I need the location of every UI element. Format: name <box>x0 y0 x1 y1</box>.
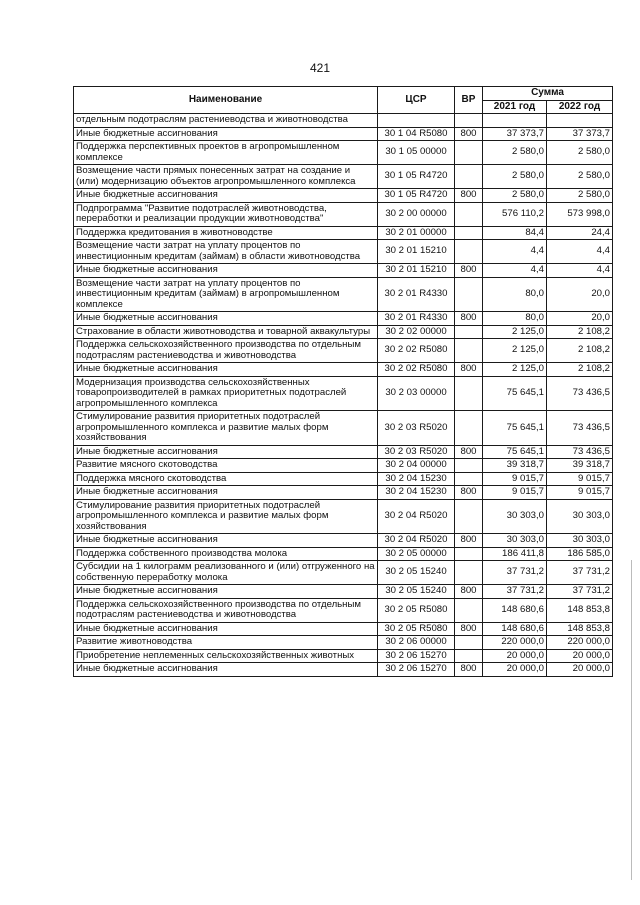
row-name: Модернизация производства сельскохозяйственных товаропроизводителей в рамках приоритетных подотраслей агропромышленного комплекса <box>74 376 378 411</box>
row-name: Субсидии на 1 килограмм реализованного и (или) отгруженного на собственную переработку молока <box>74 561 378 585</box>
row-csr: 30 2 04 R5020 <box>378 534 455 548</box>
row-csr: 30 1 04 R5080 <box>378 127 455 141</box>
row-name: Страхование в области животноводства и товарной аквакультуры <box>74 325 378 339</box>
row-name: Поддержка сельскохозяйственного производства по отдельным подотраслям растениеводства и животноводства <box>74 339 378 363</box>
row-vr: 800 <box>455 312 483 326</box>
row-2021: 20 000,0 <box>483 663 547 677</box>
table-row <box>74 189 613 203</box>
table-row <box>74 636 613 650</box>
row-2022 <box>547 114 613 128</box>
row-name: Возмещение части затрат на уплату процентов по инвестиционным кредитам (займам) в области животноводства <box>74 240 378 264</box>
row-name: Иные бюджетные ассигнования <box>74 189 378 203</box>
table-row <box>74 499 613 534</box>
row-2021: 37 731,2 <box>483 561 547 585</box>
row-csr: 30 2 02 R5080 <box>378 363 455 377</box>
header-2021: 2021 год <box>483 100 547 114</box>
row-vr <box>455 376 483 411</box>
row-2022: 573 998,0 <box>547 202 613 226</box>
row-name: Иные бюджетные ассигнования <box>74 264 378 278</box>
scan-edge-line <box>631 560 632 880</box>
row-2022: 220 000,0 <box>547 636 613 650</box>
row-2022: 186 585,0 <box>547 547 613 561</box>
budget-table <box>73 86 613 677</box>
table-row <box>74 585 613 599</box>
row-2022: 148 853,8 <box>547 622 613 636</box>
row-vr <box>455 499 483 534</box>
row-name: Развитие мясного скотоводства <box>74 459 378 473</box>
table-row <box>74 445 613 459</box>
row-2022: 9 015,7 <box>547 486 613 500</box>
row-name: Поддержка перспективных проектов в агропромышленном комплексе <box>74 141 378 165</box>
row-csr: 30 2 03 00000 <box>378 376 455 411</box>
table-row <box>74 547 613 561</box>
row-csr: 30 2 03 R5020 <box>378 411 455 446</box>
row-name: Иные бюджетные ассигнования <box>74 486 378 500</box>
row-2021: 2 125,0 <box>483 339 547 363</box>
row-csr: 30 1 05 R4720 <box>378 165 455 189</box>
row-csr: 30 2 01 R4330 <box>378 277 455 312</box>
row-2022: 2 580,0 <box>547 165 613 189</box>
row-2021: 148 680,6 <box>483 622 547 636</box>
row-2022: 2 108,2 <box>547 339 613 363</box>
row-2022: 2 108,2 <box>547 325 613 339</box>
row-vr <box>455 561 483 585</box>
row-name: Иные бюджетные ассигнования <box>74 127 378 141</box>
table-row <box>74 165 613 189</box>
row-name: Поддержка кредитования в животноводстве <box>74 226 378 240</box>
row-2021: 80,0 <box>483 277 547 312</box>
row-2021: 2 125,0 <box>483 325 547 339</box>
row-2021: 30 303,0 <box>483 499 547 534</box>
row-vr <box>455 649 483 663</box>
row-name: Подпрограмма "Развитие подотраслей животноводства, переработки и реализации продукции животноводства" <box>74 202 378 226</box>
row-2021: 220 000,0 <box>483 636 547 650</box>
row-vr <box>455 472 483 486</box>
table-row <box>74 226 613 240</box>
table-row <box>74 663 613 677</box>
row-2021: 576 110,2 <box>483 202 547 226</box>
row-2022: 73 436,5 <box>547 411 613 446</box>
row-csr <box>378 114 455 128</box>
row-vr <box>455 226 483 240</box>
row-2021: 39 318,7 <box>483 459 547 473</box>
row-name: Иные бюджетные ассигнования <box>74 312 378 326</box>
row-csr: 30 2 06 15270 <box>378 649 455 663</box>
row-vr: 800 <box>455 445 483 459</box>
row-vr: 800 <box>455 127 483 141</box>
row-2021: 20 000,0 <box>483 649 547 663</box>
header-2022: 2022 год <box>547 100 613 114</box>
header-name: Наименование <box>74 87 378 114</box>
row-csr: 30 2 05 R5080 <box>378 622 455 636</box>
row-2022: 20 000,0 <box>547 649 613 663</box>
row-name: Поддержка собственного производства молока <box>74 547 378 561</box>
table-row <box>74 141 613 165</box>
row-csr: 30 2 05 00000 <box>378 547 455 561</box>
row-vr: 800 <box>455 189 483 203</box>
row-name: отдельным подотраслям растениеводства и животноводства <box>74 114 378 128</box>
row-2021 <box>483 114 547 128</box>
row-2021: 2 580,0 <box>483 189 547 203</box>
row-csr: 30 2 01 15210 <box>378 264 455 278</box>
header-row <box>74 87 613 101</box>
table-row <box>74 339 613 363</box>
row-2021: 30 303,0 <box>483 534 547 548</box>
row-name: Иные бюджетные ассигнования <box>74 585 378 599</box>
row-2022: 2 108,2 <box>547 363 613 377</box>
row-2021: 75 645,1 <box>483 445 547 459</box>
row-name: Приобретение неплеменных сельскохозяйственных животных <box>74 649 378 663</box>
row-2021: 2 580,0 <box>483 165 547 189</box>
table-row <box>74 114 613 128</box>
row-csr: 30 2 05 15240 <box>378 585 455 599</box>
row-2022: 2 580,0 <box>547 189 613 203</box>
row-vr: 800 <box>455 486 483 500</box>
row-vr <box>455 240 483 264</box>
row-2021: 2 125,0 <box>483 363 547 377</box>
row-2021: 4,4 <box>483 240 547 264</box>
row-csr: 30 2 03 R5020 <box>378 445 455 459</box>
row-2021: 80,0 <box>483 312 547 326</box>
row-vr: 800 <box>455 264 483 278</box>
table-row <box>74 325 613 339</box>
header-sum: Сумма <box>483 87 613 101</box>
row-2022: 2 580,0 <box>547 141 613 165</box>
table-row <box>74 376 613 411</box>
row-csr: 30 2 05 15240 <box>378 561 455 585</box>
row-2022: 39 318,7 <box>547 459 613 473</box>
row-2021: 75 645,1 <box>483 376 547 411</box>
table-row <box>74 127 613 141</box>
row-2021: 4,4 <box>483 264 547 278</box>
table-row <box>74 202 613 226</box>
row-name: Поддержка мясного скотоводства <box>74 472 378 486</box>
row-2022: 9 015,7 <box>547 472 613 486</box>
table-row <box>74 598 613 622</box>
row-2021: 75 645,1 <box>483 411 547 446</box>
row-vr <box>455 459 483 473</box>
row-2022: 20,0 <box>547 277 613 312</box>
row-name: Иные бюджетные ассигнования <box>74 445 378 459</box>
row-vr <box>455 141 483 165</box>
row-vr: 800 <box>455 534 483 548</box>
row-vr <box>455 598 483 622</box>
row-2021: 37 731,2 <box>483 585 547 599</box>
row-csr: 30 2 02 00000 <box>378 325 455 339</box>
row-vr <box>455 325 483 339</box>
table-row <box>74 264 613 278</box>
row-vr <box>455 547 483 561</box>
row-name: Возмещение части затрат на уплату процентов по инвестиционным кредитам (займам) в агропромышленном комплексе <box>74 277 378 312</box>
row-vr <box>455 339 483 363</box>
row-2022: 20 000,0 <box>547 663 613 677</box>
table-row <box>74 363 613 377</box>
row-csr: 30 2 02 R5080 <box>378 339 455 363</box>
header-csr: ЦСР <box>378 87 455 114</box>
row-csr: 30 2 04 15230 <box>378 472 455 486</box>
table-row <box>74 411 613 446</box>
row-2021: 148 680,6 <box>483 598 547 622</box>
row-vr <box>455 636 483 650</box>
row-name: Стимулирование развития приоритетных подотраслей агропромышленного комплекса и развитие малых форм хозяйствования <box>74 411 378 446</box>
table-row <box>74 534 613 548</box>
row-name: Возмещение части прямых понесенных затрат на создание и (или) модернизацию объектов агропромышленного комплекса <box>74 165 378 189</box>
row-csr: 30 2 06 00000 <box>378 636 455 650</box>
row-vr <box>455 165 483 189</box>
table-row <box>74 649 613 663</box>
row-2022: 4,4 <box>547 240 613 264</box>
table-row <box>74 622 613 636</box>
table-row <box>74 561 613 585</box>
row-vr <box>455 277 483 312</box>
row-csr: 30 2 04 00000 <box>378 459 455 473</box>
row-vr: 800 <box>455 622 483 636</box>
row-csr: 30 2 00 00000 <box>378 202 455 226</box>
row-2022: 4,4 <box>547 264 613 278</box>
row-name: Иные бюджетные ассигнования <box>74 534 378 548</box>
row-name: Иные бюджетные ассигнования <box>74 363 378 377</box>
row-name: Развитие животноводства <box>74 636 378 650</box>
row-name: Поддержка сельскохозяйственного производства по отдельным подотраслям растениеводства и животноводства <box>74 598 378 622</box>
row-csr: 30 1 05 R4720 <box>378 189 455 203</box>
row-vr: 800 <box>455 663 483 677</box>
row-name: Стимулирование развития приоритетных подотраслей агропромышленного комплекса и развитие малых форм хозяйствования <box>74 499 378 534</box>
row-2022: 30 303,0 <box>547 499 613 534</box>
row-2021: 9 015,7 <box>483 486 547 500</box>
table-row <box>74 312 613 326</box>
row-vr <box>455 114 483 128</box>
row-2022: 30 303,0 <box>547 534 613 548</box>
table-row <box>74 486 613 500</box>
row-2022: 73 436,5 <box>547 445 613 459</box>
table-row <box>74 459 613 473</box>
page-number: 421 <box>309 61 331 75</box>
header-vr: ВР <box>455 87 483 114</box>
row-2022: 37 731,2 <box>547 585 613 599</box>
row-csr: 30 2 01 R4330 <box>378 312 455 326</box>
row-2022: 20,0 <box>547 312 613 326</box>
table-row <box>74 472 613 486</box>
row-2022: 37 373,7 <box>547 127 613 141</box>
row-2021: 84,4 <box>483 226 547 240</box>
row-vr <box>455 411 483 446</box>
row-csr: 30 2 01 15210 <box>378 240 455 264</box>
row-csr: 30 2 04 R5020 <box>378 499 455 534</box>
row-2022: 73 436,5 <box>547 376 613 411</box>
table-row <box>74 240 613 264</box>
row-csr: 30 2 06 15270 <box>378 663 455 677</box>
row-name: Иные бюджетные ассигнования <box>74 622 378 636</box>
row-name: Иные бюджетные ассигнования <box>74 663 378 677</box>
row-vr: 800 <box>455 363 483 377</box>
row-csr: 30 2 04 15230 <box>378 486 455 500</box>
row-2022: 37 731,2 <box>547 561 613 585</box>
row-2021: 37 373,7 <box>483 127 547 141</box>
row-vr: 800 <box>455 585 483 599</box>
row-2021: 9 015,7 <box>483 472 547 486</box>
row-2022: 148 853,8 <box>547 598 613 622</box>
row-2021: 2 580,0 <box>483 141 547 165</box>
row-csr: 30 1 05 00000 <box>378 141 455 165</box>
row-2021: 186 411,8 <box>483 547 547 561</box>
row-csr: 30 2 01 00000 <box>378 226 455 240</box>
row-2022: 24,4 <box>547 226 613 240</box>
row-vr <box>455 202 483 226</box>
table-body <box>74 114 613 677</box>
table-row <box>74 277 613 312</box>
row-csr: 30 2 05 R5080 <box>378 598 455 622</box>
